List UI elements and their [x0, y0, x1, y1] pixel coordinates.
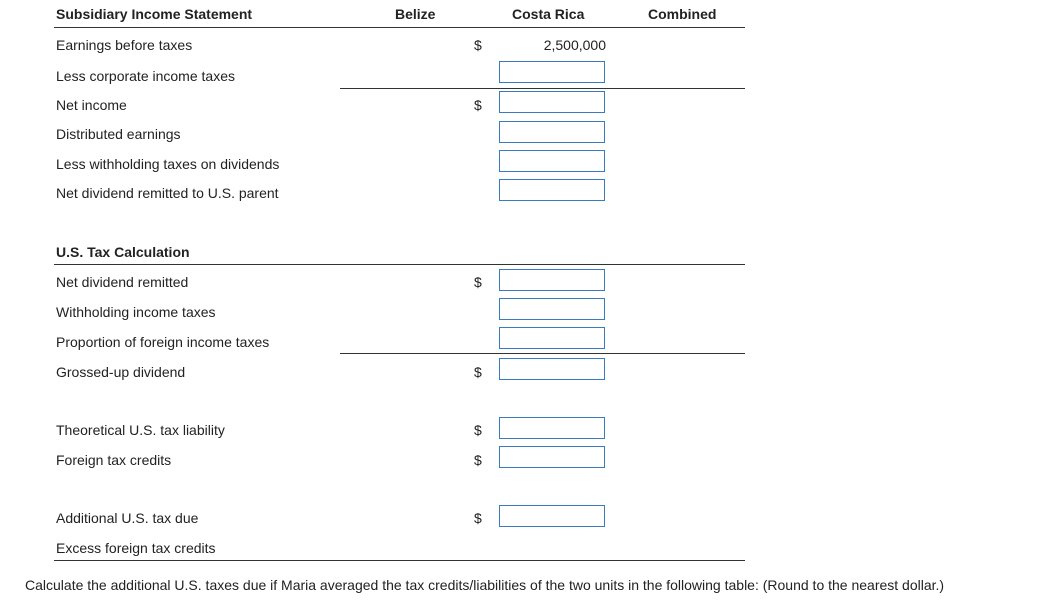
row-label-withholding-taxes: Less withholding taxes on dividends	[56, 156, 280, 172]
additional-tax-due-input[interactable]	[499, 505, 605, 527]
column-header-belize: Belize	[395, 6, 436, 22]
corporate-taxes-input[interactable]	[499, 61, 605, 83]
withholding-income-taxes-input[interactable]	[499, 298, 605, 320]
net-income-input[interactable]	[499, 91, 605, 113]
row-label-distributed-earnings: Distributed earnings	[56, 126, 181, 142]
header-divider	[54, 27, 745, 28]
currency-symbol: $	[474, 510, 482, 526]
currency-symbol: $	[474, 37, 482, 53]
net-dividend-input[interactable]	[499, 179, 605, 201]
instruction-text: Calculate the additional U.S. taxes due if Maria averaged the tax credits/liabilities of the two units in the following table: (Round to the nearest dollar.)	[25, 577, 945, 593]
row-label-excess-foreign-credits: Excess foreign tax credits	[56, 540, 216, 556]
row-label-earnings-before-taxes: Earnings before taxes	[56, 37, 193, 53]
currency-symbol: $	[474, 422, 482, 438]
row-label-proportion-foreign-taxes: Proportion of foreign income taxes	[56, 334, 270, 350]
row-label-additional-tax-due: Additional U.S. tax due	[56, 510, 199, 526]
currency-symbol: $	[474, 452, 482, 468]
row-label-net-income: Net income	[56, 97, 127, 113]
section-title-income-statement: Subsidiary Income Statement	[56, 6, 253, 22]
section-title-us-tax: U.S. Tax Calculation	[56, 244, 190, 260]
foreign-tax-credits-input[interactable]	[499, 446, 605, 468]
currency-symbol: $	[474, 97, 482, 113]
subtotal-divider	[340, 353, 745, 354]
grossed-up-dividend-input[interactable]	[499, 358, 605, 380]
row-label-corporate-taxes: Less corporate income taxes	[56, 68, 235, 84]
value-earnings-before-taxes: 2,500,000	[543, 37, 606, 53]
theoretical-tax-input[interactable]	[499, 417, 605, 439]
row-label-grossed-up-dividend: Grossed-up dividend	[56, 364, 186, 380]
table-bottom-divider	[54, 560, 745, 561]
distributed-earnings-input[interactable]	[499, 121, 605, 143]
row-label-theoretical-tax: Theoretical U.S. tax liability	[56, 422, 225, 438]
currency-symbol: $	[474, 364, 482, 380]
proportion-foreign-taxes-input[interactable]	[499, 327, 605, 349]
tax-header-divider	[54, 264, 745, 265]
row-label-foreign-tax-credits: Foreign tax credits	[56, 452, 172, 468]
row-label-withholding-income-taxes: Withholding income taxes	[56, 304, 216, 320]
row-label-net-dividend-remitted: Net dividend remitted	[56, 274, 189, 290]
column-header-combined: Combined	[648, 6, 717, 22]
withholding-taxes-input[interactable]	[499, 150, 605, 172]
subtotal-divider	[340, 88, 745, 89]
currency-symbol: $	[474, 274, 482, 290]
net-dividend-remitted-input[interactable]	[499, 269, 605, 291]
row-label-net-dividend: Net dividend remitted to U.S. parent	[56, 185, 279, 201]
column-header-costa-rica: Costa Rica	[512, 6, 585, 22]
